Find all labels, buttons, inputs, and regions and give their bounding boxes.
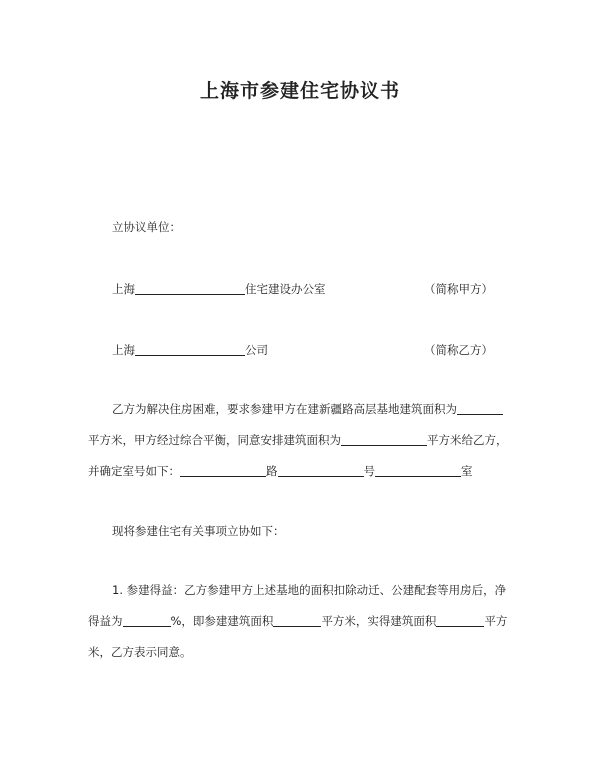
clause1-text: 平方米，实得建筑面积 xyxy=(321,614,437,628)
clause1-text: 得益为 xyxy=(88,614,123,628)
party-a-alias: （简称甲方） xyxy=(424,282,493,296)
net-percent-blank xyxy=(123,614,171,627)
total-area-blank xyxy=(457,402,503,415)
paragraph1-line1 xyxy=(112,402,503,417)
party-b-prefix: 上海 xyxy=(112,343,135,357)
room-blank xyxy=(375,464,461,477)
paragraph1-text: 乙方为解决住房困难，要求参建甲方在建新疆路高层基地建筑面积为 xyxy=(112,402,457,416)
party-a-prefix: 上海 xyxy=(112,282,135,296)
party-b-name-blank xyxy=(135,343,245,356)
paragraph1-text: 平方米，甲方经过综合平衡，同意安排建筑面积为 xyxy=(88,433,341,447)
paragraph1-line3 xyxy=(88,464,473,479)
party-a-line xyxy=(112,282,326,297)
intro-label: 立协议单位： xyxy=(112,220,181,234)
party-b-suffix: 公司 xyxy=(245,343,268,357)
clause1-line3: 米，乙方表示同意。 xyxy=(88,645,192,659)
clause1-line2 xyxy=(88,614,507,629)
paragraph2: 现将参建住宅有关事项立协如下： xyxy=(112,524,285,538)
paragraph1-text: 并确定室号如下： xyxy=(88,464,180,478)
road-blank xyxy=(180,464,266,477)
paragraph1-text: 路 xyxy=(266,464,278,478)
paragraph1-text: 室 xyxy=(461,464,473,478)
clause1-line1: 1. 参建得益：乙方参建甲方上述基地的面积扣除动迁、公建配套等用房后，净 xyxy=(112,583,507,597)
number-blank xyxy=(278,464,364,477)
participation-area-blank xyxy=(273,614,321,627)
party-b-alias: （简称乙方） xyxy=(424,343,493,357)
paragraph1-line2 xyxy=(88,433,508,448)
clause1-text: 平方 xyxy=(484,614,508,628)
party-a-name-blank xyxy=(135,282,245,295)
party-b-line xyxy=(112,343,268,358)
assigned-area-blank xyxy=(341,433,427,446)
paragraph1-text: 平方米给乙方， xyxy=(427,433,508,447)
document-title: 上海市参建住宅协议书 xyxy=(199,80,400,102)
party-a-suffix: 住宅建设办公室 xyxy=(245,282,326,296)
actual-area-blank xyxy=(436,614,484,627)
clause1-text: %，即参建建筑面积 xyxy=(170,614,274,628)
paragraph1-text: 号 xyxy=(363,464,375,478)
